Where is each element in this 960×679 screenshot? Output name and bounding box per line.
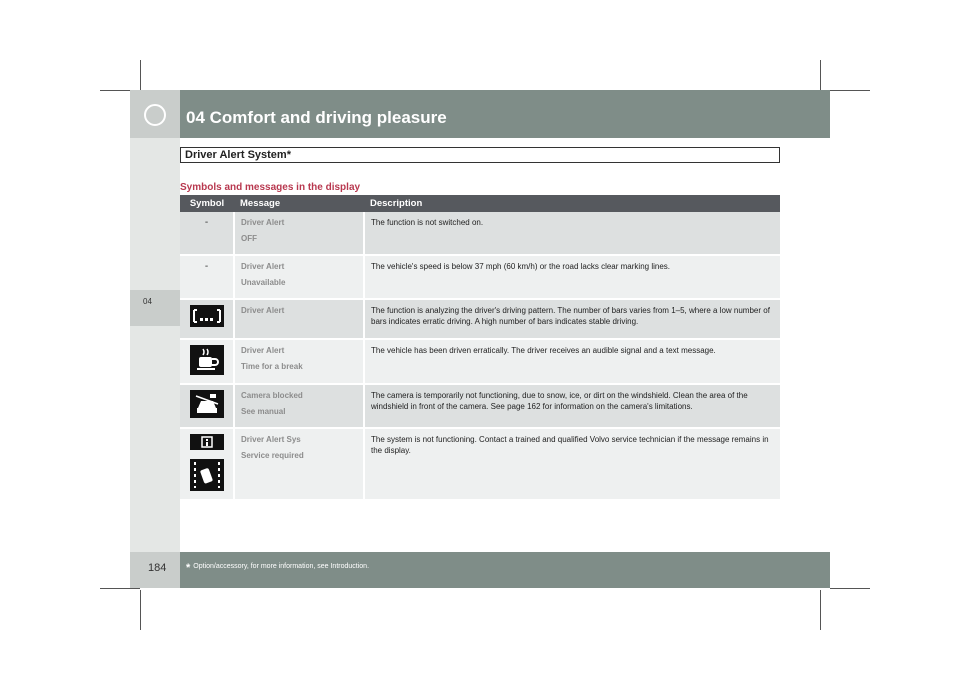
message-line: Camera blocked — [241, 391, 303, 400]
message-line: Service required — [241, 451, 304, 460]
comfort-icon — [144, 104, 166, 126]
crop-mark — [820, 590, 821, 630]
message-cell — [234, 384, 364, 428]
footnote-star: * — [186, 562, 191, 574]
message-line: Driver Alert — [241, 262, 285, 271]
description-cell: The system is not functioning. Contact a trained and qualified Volvo service technician if the message remains in the display. — [364, 428, 780, 500]
description-cell: The vehicle's speed is below 37 mph (60 km/h) or the road lacks clear marking lines. — [364, 255, 780, 299]
side-strip — [130, 138, 180, 552]
column-header: Message — [234, 195, 364, 212]
camera-blocked-icon — [190, 390, 224, 418]
footnote — [186, 562, 369, 574]
message-line: Driver Alert — [241, 306, 285, 315]
crop-mark — [140, 590, 141, 630]
message-line: Unavailable — [241, 278, 286, 287]
message-line: Driver Alert — [241, 218, 285, 227]
symbol-cell — [180, 339, 234, 384]
lane-departure-icon — [190, 459, 224, 491]
coffee-cup-icon — [190, 345, 224, 375]
chapter-title: 04 Comfort and driving pleasure — [186, 108, 447, 127]
table-heading: Symbols and messages in the display — [180, 182, 361, 193]
symbols-table — [180, 195, 780, 501]
service-icon — [190, 434, 224, 450]
message-cell — [234, 255, 364, 299]
table-row — [180, 299, 780, 339]
message-line: Time for a break — [241, 362, 303, 371]
symbol-cell — [180, 299, 234, 339]
message-cell — [234, 299, 364, 339]
description-cell: The function is not switched on. — [364, 212, 780, 255]
symbol-cell — [180, 255, 234, 299]
section-title: Driver Alert System* — [185, 149, 291, 161]
table-row — [180, 428, 780, 500]
table-row — [180, 339, 780, 384]
description-cell: The vehicle has been driven erratically. The driver receives an audible signal and a text message. — [364, 339, 780, 384]
symbol-cell — [180, 212, 234, 255]
chapter-tab-label: 04 — [143, 297, 152, 306]
crop-mark — [100, 588, 140, 589]
message-line: Driver Alert — [241, 346, 285, 355]
message-line: OFF — [241, 234, 257, 243]
symbol-dash: - — [204, 261, 209, 272]
column-header: Symbol — [180, 195, 234, 212]
message-cell — [234, 428, 364, 500]
description-cell: The function is analyzing the driver's driving pattern. The number of bars varies from 1–5, where a low number of bars indicates erratic driving. A high number of bars indicates stable driving. — [364, 299, 780, 339]
description-cell: The camera is temporarily not functioning, due to snow, ice, or dirt on the windshield. Clean the area of the windshield in front of the camera. See page 162 for information on the camera's limitations. — [364, 384, 780, 428]
message-cell — [234, 339, 364, 384]
footnote-text: Option/accessory, for more information, see Introduction. — [193, 563, 370, 570]
message-cell — [234, 212, 364, 255]
table-row — [180, 384, 780, 428]
table-row — [180, 212, 780, 255]
symbol-cell — [180, 428, 234, 500]
crop-mark — [830, 90, 870, 91]
message-line: Driver Alert Sys — [241, 435, 301, 444]
bars-icon — [190, 305, 224, 327]
message-line: See manual — [241, 407, 286, 416]
symbol-dash: - — [204, 217, 209, 228]
table-row — [180, 255, 780, 299]
column-header: Description — [364, 195, 780, 212]
crop-mark — [830, 588, 870, 589]
page-number: 184 — [148, 562, 167, 574]
section-header — [180, 147, 780, 163]
symbol-cell — [180, 384, 234, 428]
chapter-tab — [130, 290, 180, 326]
